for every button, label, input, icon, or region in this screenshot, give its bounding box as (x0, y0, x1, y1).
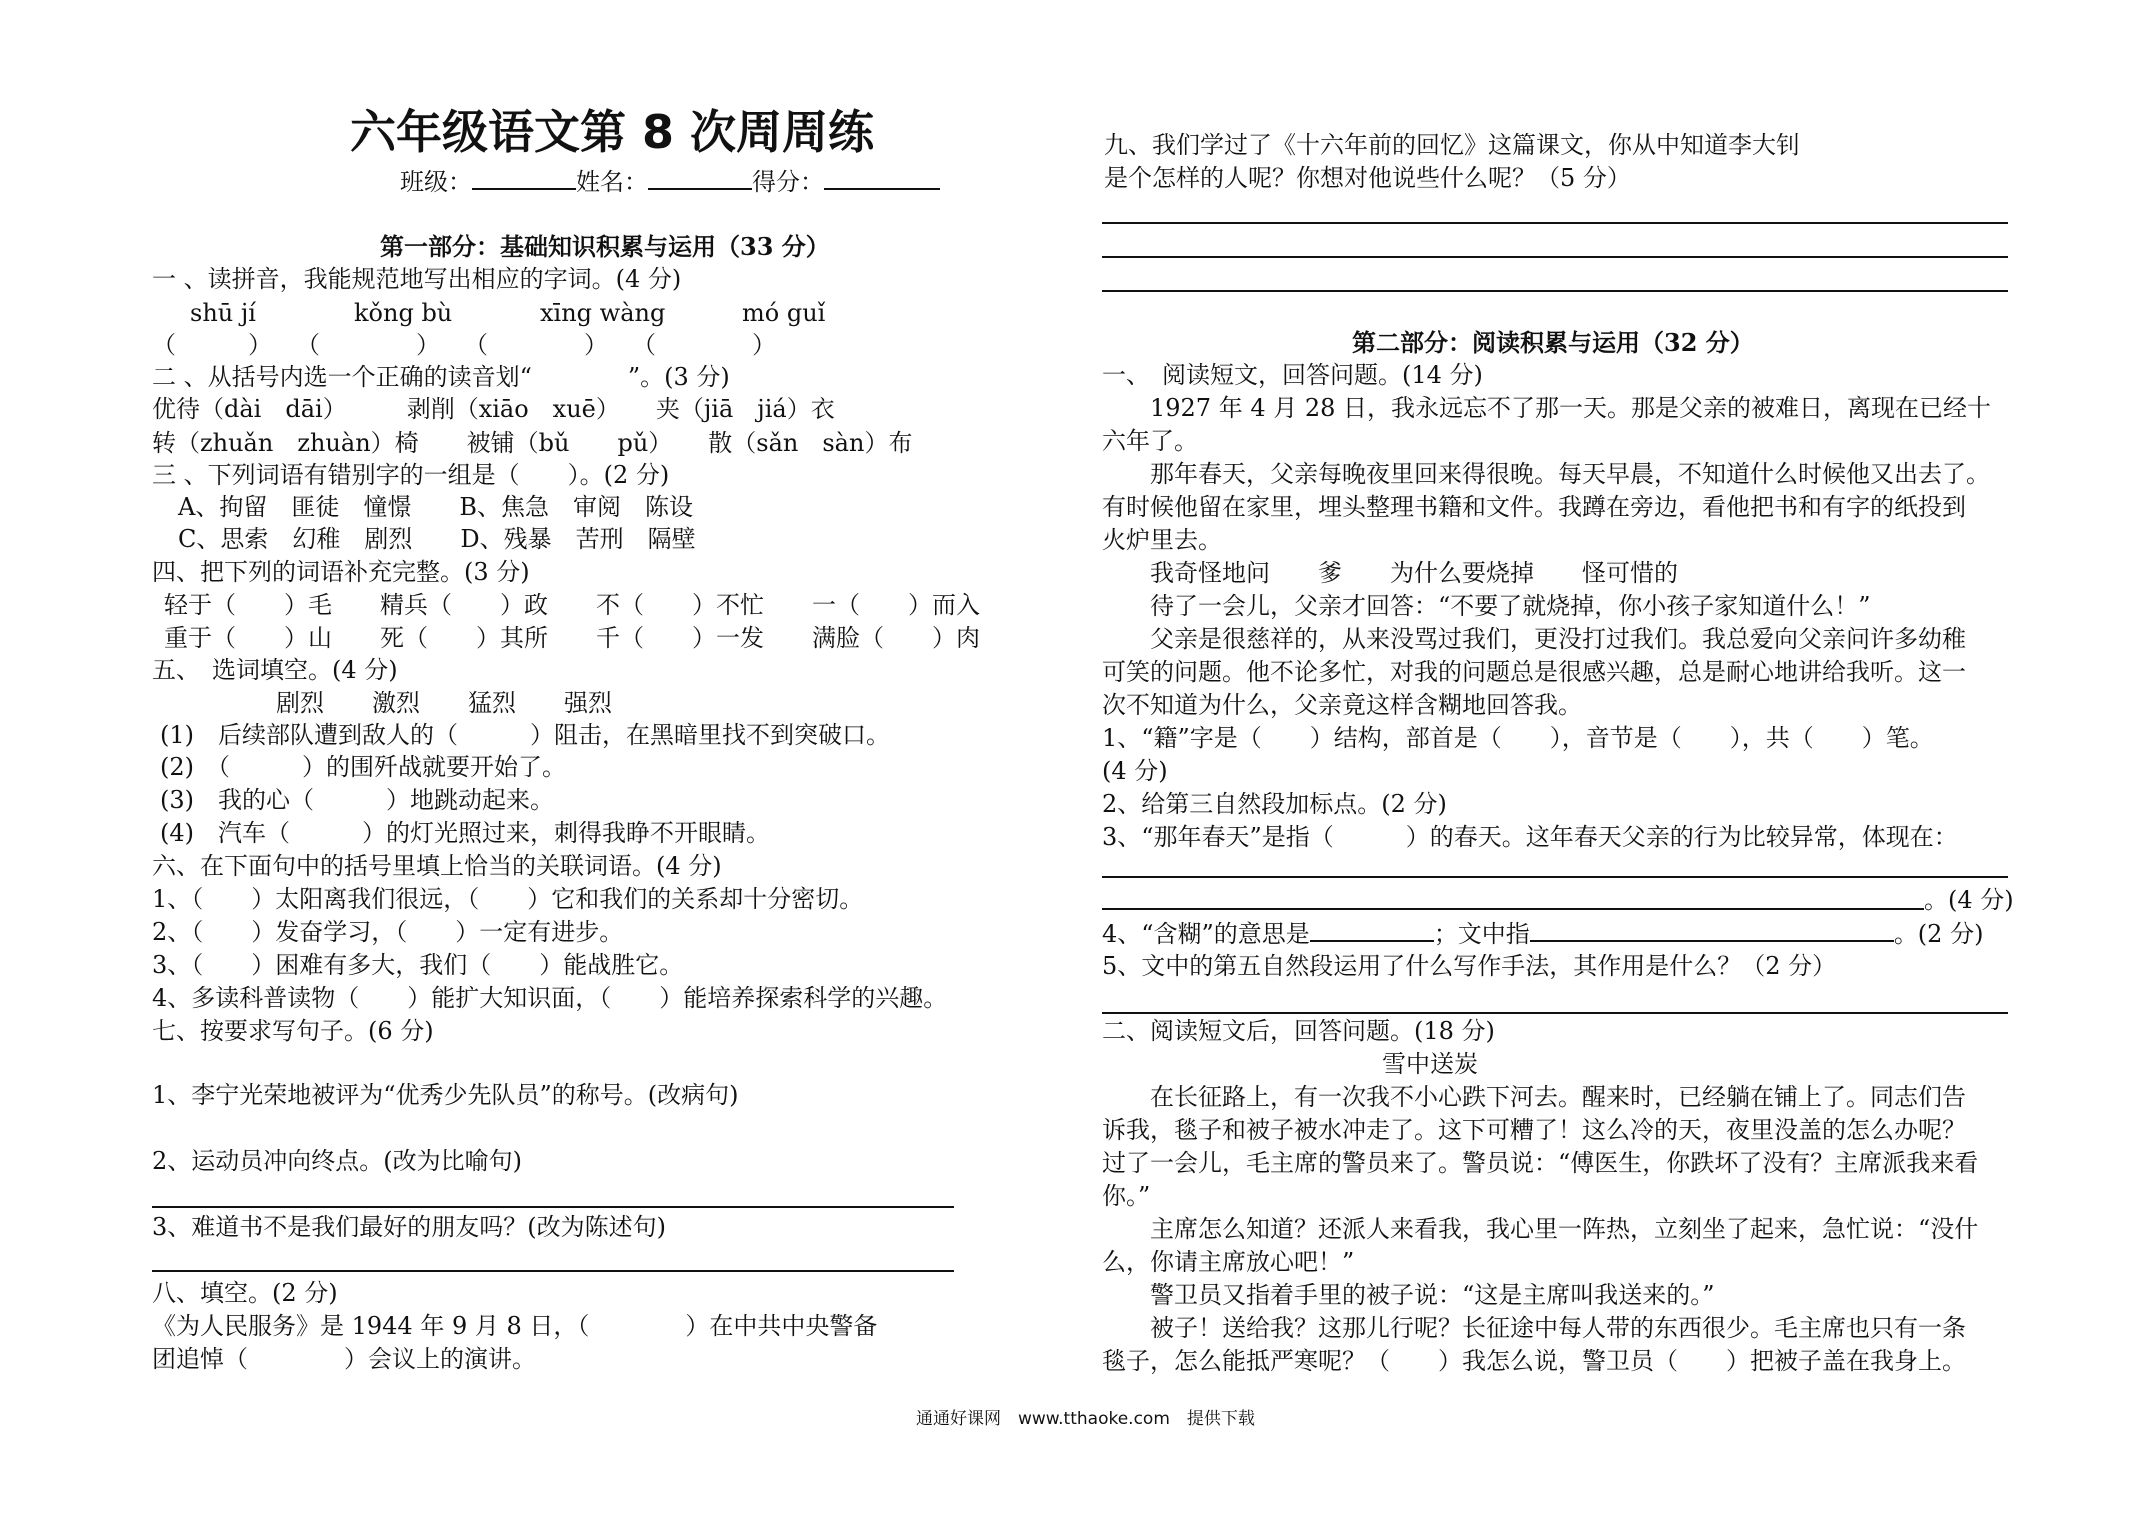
q9-line-1: 九、我们学过了《十六年前的回忆》这篇课文，你从中知道李大钊 (1104, 131, 1800, 159)
q5-item-4: (4) 汽车（ ）的灯光照过来，刺得我睁不开眼睛。 (160, 819, 770, 847)
r1-passage-line: 火炉里去。 (1102, 526, 1222, 554)
r1-q1-score: (4 分) (1102, 757, 1168, 785)
r1-passage-line: 有时候他留在家里，埋头整理书籍和文件。我蹲在旁边，看他把书和有字的纸投到 (1102, 493, 1966, 521)
q4-line-2: 重于（ ）山 死（ ）其所 千（ ）一发 满脸（ ）肉 (164, 624, 980, 652)
r1-q3-answer-line-1[interactable] (1102, 876, 2008, 878)
q1-pinyin-1: shū jí (190, 299, 256, 327)
r1-q3-score: 。(4 分) (1924, 886, 2014, 914)
q6-item-2: 2、（ ）发奋学习，（ ）一定有进步。 (152, 918, 624, 946)
part1-heading: 第一部分：基础知识积累与运用（33 分） (380, 232, 830, 261)
q9-answer-line-1[interactable] (1102, 222, 2008, 224)
r1-q5: 5、文中的第五自然段运用了什么写作手法，其作用是什么？（2 分） (1102, 952, 1837, 980)
student-info-row (400, 166, 940, 197)
q7-item-2: 2、运动员冲向终点。(改为比喻句) (152, 1147, 522, 1175)
score-blank[interactable] (824, 166, 940, 190)
q3-title: 三 、下列词语有错别字的一组是（ ）。(2 分) (152, 461, 670, 489)
r1-q4-blank-2[interactable] (1530, 918, 1894, 942)
r1-q4-score: 。(2 分) (1893, 920, 1984, 948)
r1-q4 (1102, 918, 1983, 949)
name-blank[interactable] (648, 166, 752, 190)
q2-title: 二 、从括号内选一个正确的读音划“ ”。(3 分) (152, 363, 730, 391)
q8-line-2: 团追悼（ ）会议上的演讲。 (152, 1345, 536, 1373)
r1-passage-line: 待了一会儿，父亲才回答：“不要了就烧掉，你小孩子家知道什么！” (1102, 592, 1871, 620)
q5-item-1: (1) 后续部队遭到敌人的（ ）阻击，在黑暗里找不到突破口。 (160, 721, 890, 749)
q3-line-2: C、思索 幻稚 剧烈 D、残暴 苦刑 隔壁 (178, 525, 696, 553)
r1-q2: 2、给第三自然段加标点。(2 分) (1102, 790, 1447, 818)
class-label: 班级： (400, 168, 472, 196)
q7-answer-line-2[interactable] (152, 1206, 954, 1208)
r2-subtitle: 雪中送炭 (1382, 1050, 1478, 1078)
r2-title: 二、阅读短文后，回答问题。(18 分) (1102, 1017, 1495, 1045)
r1-passage-line: 那年春天，父亲每晚夜里回来得很晚。每天早晨，不知道什么时候他又出去了。 (1102, 460, 1990, 488)
q7-title: 七、按要求写句子。(6 分) (152, 1017, 434, 1045)
q4-line-1: 轻于（ ）毛 精兵（ ）政 不（ ）不忙 一（ ）而入 (164, 591, 980, 619)
q6-item-1: 1、（ ）太阳离我们很远，（ ）它和我们的关系却十分密切。 (152, 885, 864, 913)
q1-answer-brackets[interactable]: （ ） （ ） （ ） （ ） (152, 331, 776, 359)
r1-q4-blank-1[interactable] (1310, 918, 1434, 942)
q5-item-2: (2) （ ）的围歼战就要开始了。 (160, 753, 566, 781)
r1-title: 一、 阅读短文，回答问题。(14 分) (1102, 361, 1483, 389)
r2-passage-line: 诉我，毯子和被子被水冲走了。这下可糟了！这么冷的天，夜里没盖的怎么办呢？ (1102, 1116, 1966, 1144)
q5-title: 五、 选词填空。(4 分) (152, 656, 398, 684)
r1-passage-line: 我奇怪地问 爹 为什么要烧掉 怪可惜的 (1102, 559, 1678, 587)
r1-q4-prompt-2: ；文中指 (1433, 920, 1530, 948)
q7-answer-line-3[interactable] (152, 1270, 954, 1272)
q4-title: 四、把下列的词语补充完整。(3 分) (152, 558, 530, 586)
r2-passage-line: 警卫员又指着手里的被子说：“这是主席叫我送来的。” (1102, 1281, 1715, 1309)
r1-passage-line: 次不知道为什么，父亲竟这样含糊地回答我。 (1102, 691, 1582, 719)
r1-passage-line: 六年了。 (1102, 427, 1198, 455)
q5-word-bank: 剧烈 激烈 猛烈 强烈 (276, 689, 612, 717)
r1-q4-prompt: 4、“含糊”的意思是 (1102, 920, 1310, 948)
q9-line-2: 是个怎样的人呢？你想对他说些什么呢？（5 分） (1104, 164, 1631, 192)
q1-pinyin-4: mó guǐ (742, 299, 826, 327)
page-title: 六年级语文第 8 次周周练 (350, 105, 875, 159)
r2-passage-line: 么，你请主席放心吧！” (1102, 1248, 1355, 1276)
name-label: 姓名： (576, 168, 648, 196)
r2-passage-line: 被子！送给我？这那儿行呢？长征途中每人带的东西很少。毛主席也只有一条 (1102, 1314, 1966, 1342)
r2-passage-line: 在长征路上，有一次我不小心跌下河去。醒来时，已经躺在铺上了。同志们告 (1102, 1083, 1966, 1111)
q2-line-1: 优待（dài dāi） 剥削（xiāo xuē） 夹（jiā jiá）衣 (152, 395, 835, 423)
class-blank[interactable] (472, 166, 576, 190)
q2-line-2: 转（zhuǎn zhuàn）椅 被铺（bǔ pǔ） 散（sǎn sàn）布 (152, 429, 913, 457)
q6-item-4: 4、多读科普读物（ ）能扩大知识面，（ ）能培养探索科学的兴趣。 (152, 984, 948, 1012)
q7-item-1: 1、李宁光荣地被评为“优秀少先队员”的称号。(改病句) (152, 1081, 739, 1109)
q9-answer-line-3[interactable] (1102, 290, 2008, 292)
r2-passage-line: 主席怎么知道？还派人来看我，我心里一阵热，立刻坐了起来，急忙说：“没什 (1102, 1215, 1979, 1243)
q9-answer-line-2[interactable] (1102, 256, 2008, 258)
r1-q1: 1、“籍”字是（ ）结构，部首是（ ），音节是（ ），共（ ）笔。 (1102, 724, 1934, 752)
r1-passage-line: 可笑的问题。他不论多忙，对我的问题总是很感兴趣，总是耐心地讲给我听。这一 (1102, 658, 1966, 686)
part2-heading: 第二部分：阅读积累与运用（32 分） (1352, 328, 1754, 357)
q3-line-1: A、拘留 匪徒 憧憬 B、焦急 审阅 陈设 (178, 493, 693, 521)
r1-q3: 3、“那年春天”是指（ ）的春天。这年春天父亲的行为比较异常，体现在： (1102, 823, 1958, 851)
r1-q5-answer-line[interactable] (1102, 1012, 2008, 1014)
q5-item-3: (3) 我的心（ ）地跳动起来。 (160, 786, 554, 814)
q6-title: 六、在下面句中的括号里填上恰当的关联词语。(4 分) (152, 852, 722, 880)
q1-title: 一 、读拼音，我能规范地写出相应的字词。(4 分) (152, 265, 682, 293)
r2-passage-line: 你。” (1102, 1182, 1151, 1210)
q8-line-1: 《为人民服务》是 1944 年 9 月 8 日，（ ）在中共中央警备 (152, 1312, 878, 1340)
r1-passage-line: 父亲是很慈祥的，从来没骂过我们，更没打过我们。我总爱向父亲问许多幼稚 (1102, 625, 1966, 653)
r2-passage-line: 过了一会儿，毛主席的警员来了。警员说：“傅医生，你跌坏了没有？主席派我来看 (1102, 1149, 1979, 1177)
q7-item-3: 3、难道书不是我们最好的朋友吗？(改为陈述句) (152, 1213, 666, 1241)
r1-q3-answer-line-2[interactable] (1102, 908, 1924, 910)
q8-title: 八、填空。(2 分) (152, 1279, 338, 1307)
footer-source: 通通好课网 www.tthaoke.com 提供下载 (916, 1409, 1255, 1429)
q1-pinyin-2: kǒng bù (354, 299, 453, 327)
r1-passage-line: 1927 年 4 月 28 日，我永远忘不了那一天。那是父亲的被难日，离现在已经十 (1102, 394, 1992, 422)
score-label: 得分： (752, 168, 824, 196)
q1-pinyin-3: xīng wàng (540, 299, 666, 327)
r2-passage-line: 毯子，怎么能抵严寒呢？（ ）我怎么说，警卫员（ ）把被子盖在我身上。 (1102, 1347, 1966, 1375)
q6-item-3: 3、（ ）困难有多大，我们（ ）能战胜它。 (152, 951, 684, 979)
